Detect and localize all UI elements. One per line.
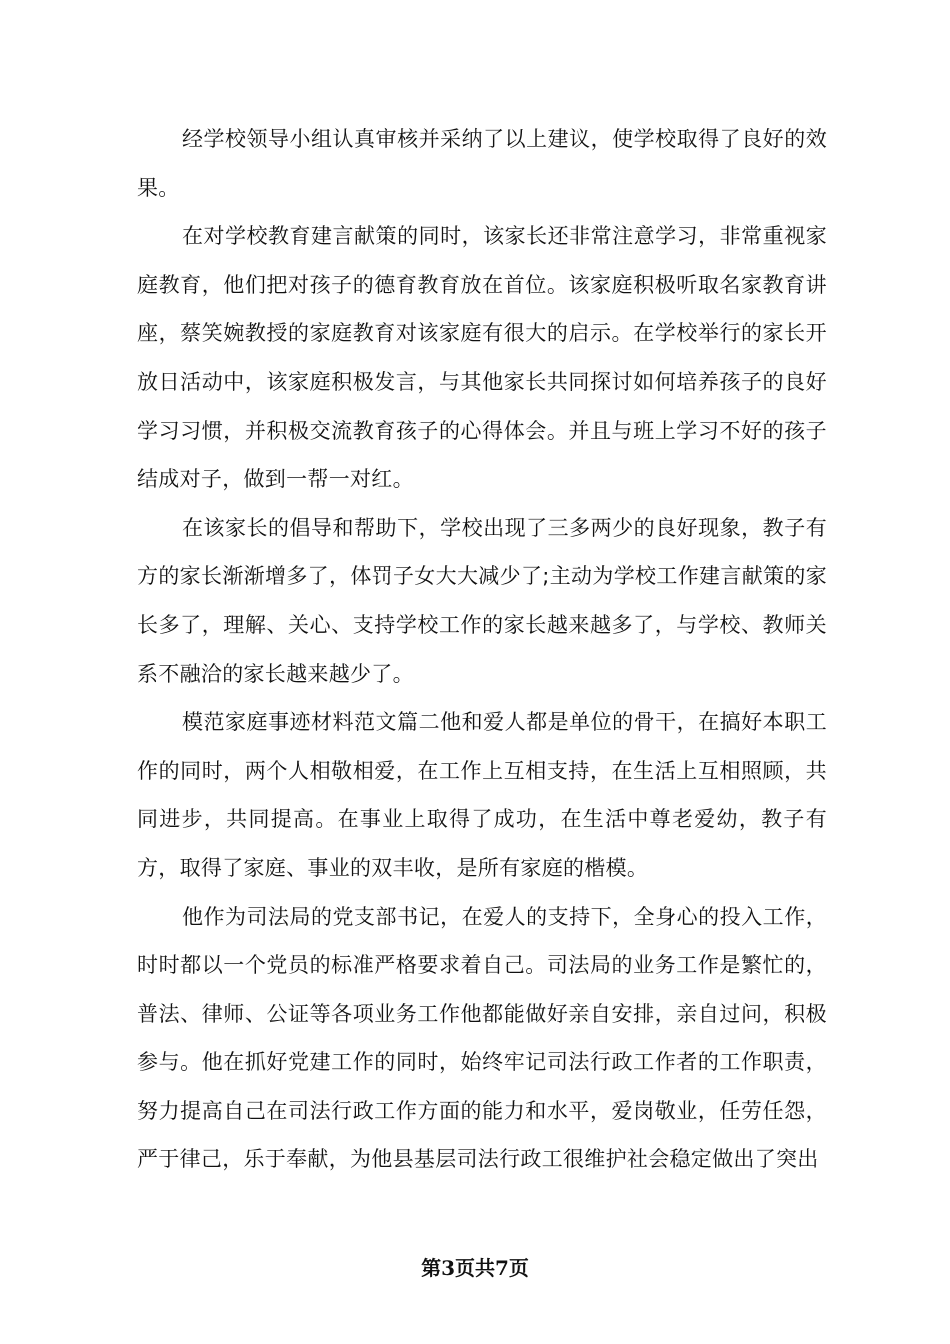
paragraph: 在该家长的倡导和帮助下，学校出现了三多两少的良好现象，教子有方的家长渐渐增多了，体罚子女大大减少了;主动为学校工作建言献策的家长多了，理解、关心、支持学校工作的家长越来越多了，与学校、教师关系不融洽的家长越来越少了。: [137, 515, 827, 686]
page-number-footer: 第3页共7页: [421, 1256, 529, 1280]
document-body: [137, 115, 827, 1184]
paragraph: 在对学校教育建言献策的同时，该家长还非常注意学习，非常重视家庭教育，他们把对孩子的德育教育放在首位。该家庭积极听取名家教育讲座，蔡笑婉教授的家庭教育对该家庭有很大的启示。在学校举行的家长开放日活动中，该家庭积极发言，与其他家长共同探讨如何培养孩子的良好学习习惯，并积极交流教育孩子的心得体会。并且与班上学习不好的孩子结成对子，做到一帮一对红。: [137, 224, 827, 492]
paragraph: 模范家庭事迹材料范文篇二他和爱人都是单位的骨干，在搞好本职工作的同时，两个人相敬相爱，在工作上互相支持，在生活上互相照顾，共同进步，共同提高。在事业上取得了成功，在生活中尊老爱幼，教子有方，取得了家庭、事业的双丰收，是所有家庭的楷模。: [137, 710, 827, 880]
paragraph: 他作为司法局的党支部书记，在爱人的支持下，全身心的投入工作，时时都以一个党员的标准严格要求着自己。司法局的业务工作是繁忙的，普法、律师、公证等各项业务工作他都能做好亲自安排，亲自过问，积极参与。他在抓好党建工作的同时，始终牢记司法行政工作者的工作职责，努力提高自己在司法行政工作方面的能力和水平，爱岗敬业，任劳任怨，严于律己，乐于奉献，为他县基层司法行政工很维护社会稳定做出了突出: [137, 904, 827, 1172]
paragraph: 经学校领导小组认真审核并采纳了以上建议，使学校取得了良好的效果。: [137, 127, 827, 200]
